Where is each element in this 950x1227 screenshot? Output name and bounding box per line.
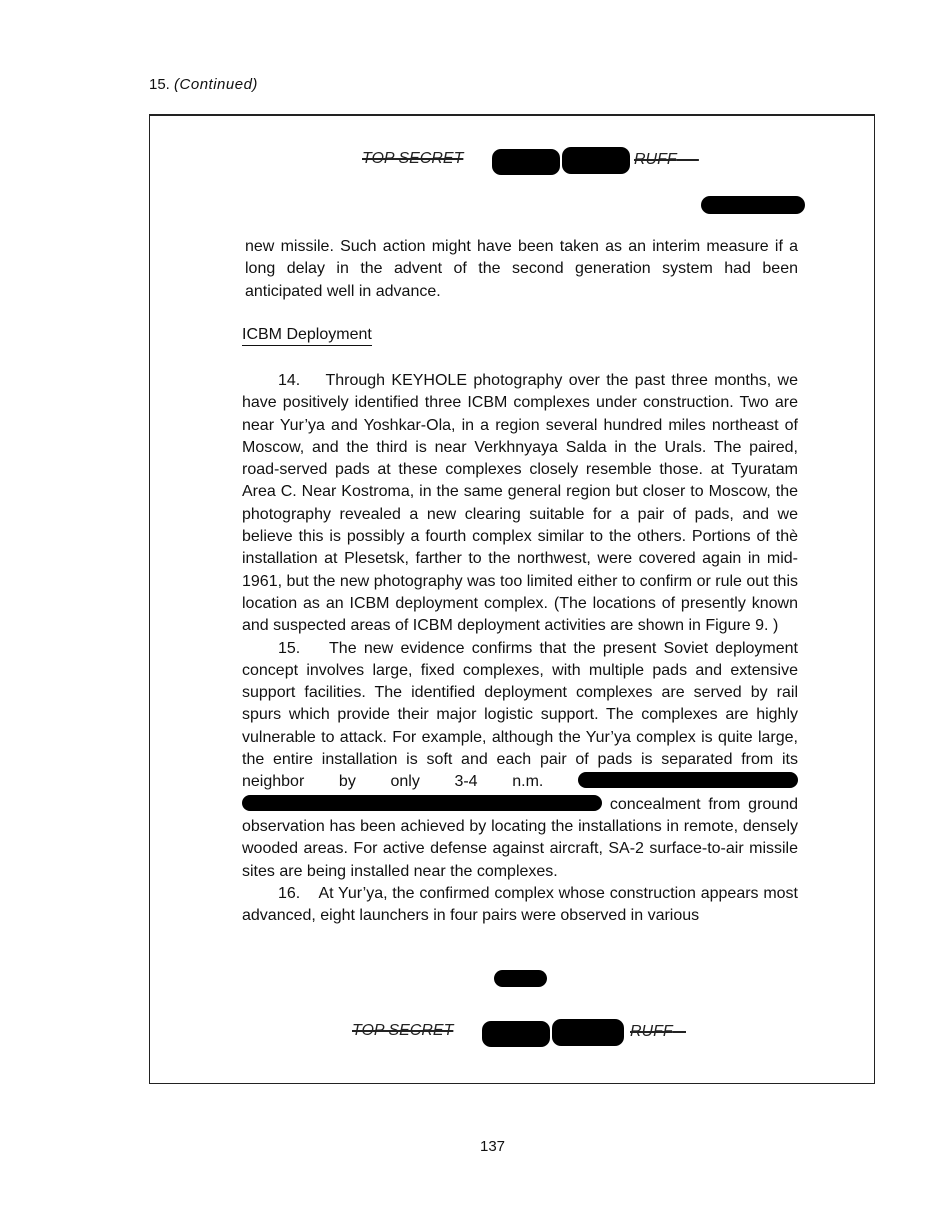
classification-bottom-label [352, 1022, 453, 1040]
para-14: Through KEYHOLE photography over the past three months, we have positively identified three ICBM complexes under construction. Two are near Yur’ya and Yoshkar-Ola, in a region several hundred miles northeast of Moscow, and the third is near Verkhnyaya Salda in the Urals. The paired, road-served pads at these complexes closely resemble those. at Tyuratam Area C. Near Kostroma, in the same general region but closer to Moscow, the photography revealed a new clearing suitable for a pair of pads, and we believe this is possibly a fourth complex similar to the others. Portions of thè installation at Plesetsk, farther to the northwest, were covered again in mid-1961, but the new photography was too limited either to confirm or rule out this location as an ICBM deployment complex. (The locations of presently known and suspected areas of ICBM deployment activities are shown in Figure 9. ) [242, 372, 798, 635]
redaction-block [482, 1021, 550, 1047]
classification-bottom-suffix [630, 1023, 686, 1041]
classification-top-text: TOP SECRET [362, 150, 464, 167]
classification-bottom-suffix-text: RUFF [630, 1023, 673, 1040]
classification-top-label [362, 150, 463, 168]
page-number: 137 [479, 1138, 506, 1155]
header-continued: (Continued) [174, 76, 258, 93]
redaction-block [701, 196, 805, 214]
para-15-part-b: concealment from ground observation has been achieved by locating the installations in remote, densely wooded areas. For active defense against aircraft, SA-2 surface-to-air missile sites are being installed near the complexes. [242, 795, 798, 880]
redaction-inline [242, 795, 602, 811]
para-16: At Yur’ya, the confirmed complex whose construction appears most advanced, eight launchers in four pairs were observed in various [242, 884, 798, 925]
para-15-part-a: The new evidence confirms that the present Soviet deployment concept involves large, fixed complexes, with multiple pads and extensive support facilities. The identified deployment complexes are served by rail spurs which provide their major logistic support. The complexes are highly vulnerable to attack. For example, although the Yur’ya complex is quite large, the entire installation is soft and each pair of pads is separated from its neighbor by only 3-4 n.m. [242, 639, 799, 791]
redaction-block [562, 147, 630, 174]
redaction-inline [578, 772, 798, 788]
redaction-block [552, 1019, 624, 1046]
continued-header [149, 76, 258, 93]
main-text [242, 370, 798, 927]
redaction-block [494, 970, 547, 987]
para-15-number: 15. [278, 639, 301, 657]
header-number: 15. [149, 76, 170, 93]
classification-top-suffix [634, 151, 699, 169]
para-16-number: 16. [278, 884, 301, 902]
classification-suffix-text: RUFF [634, 151, 677, 168]
section-heading: ICBM Deployment [242, 326, 372, 346]
intro-paragraph: new missile. Such action might have been taken as an interim measure if a long delay in the advent of the second generation system had been anticipated well in advance. [245, 238, 798, 300]
redaction-block [492, 149, 560, 175]
para-14-number: 14. [278, 372, 301, 389]
classification-bottom-text: TOP SECRET [352, 1022, 454, 1039]
